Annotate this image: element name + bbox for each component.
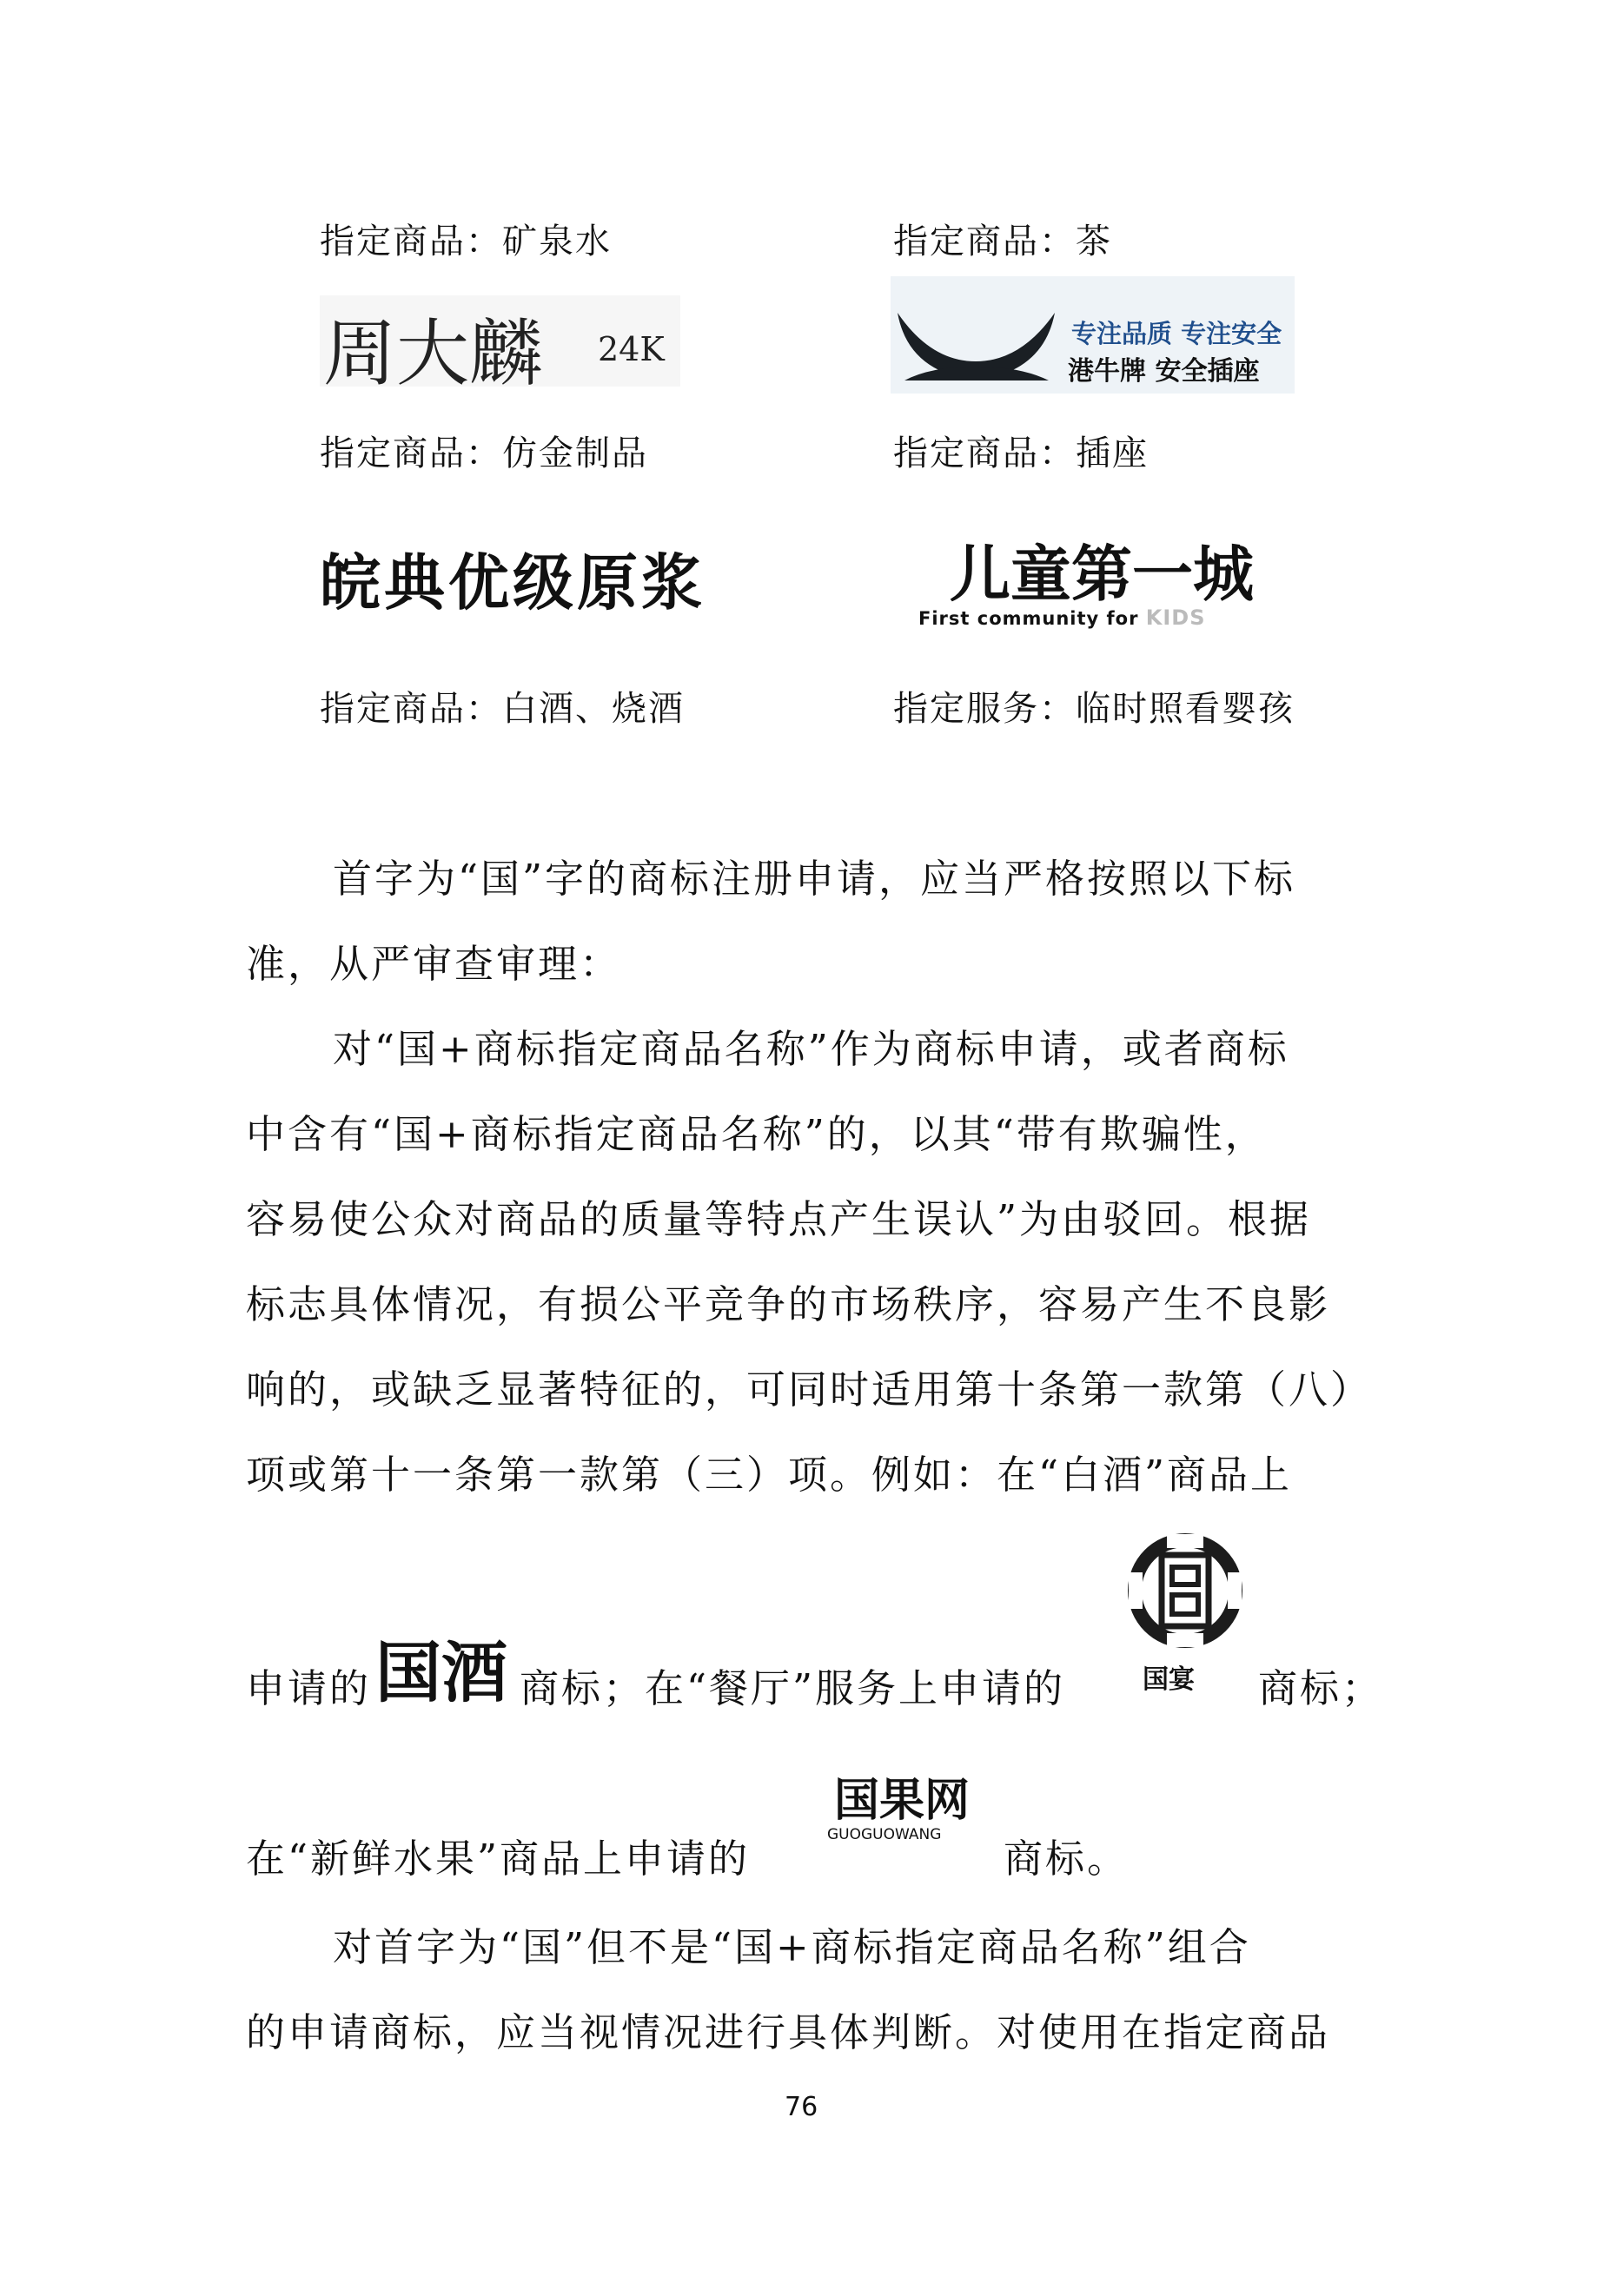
- logo-guoguowang-main: 国果网: [834, 1775, 971, 1827]
- inline1-text-b: 商标；在“餐厅”服务上申请的: [520, 1665, 1066, 1711]
- inline2-text-b: 商标。: [1004, 1836, 1130, 1882]
- para2-line6: 项或第十一条第一款第（三）项。例如：在“白酒”商品上: [246, 1452, 1293, 1498]
- logo-kids-city-kids: KIDS: [1145, 605, 1206, 630]
- caption-babysitting: 指定服务：临时照看婴孩: [893, 689, 1295, 729]
- para1-line1: 首字为“国”字的商标注册申请，应当严格按照以下标: [333, 856, 1296, 902]
- para2-line5: 响的，或缺乏显著特征的，可同时适用第十条第一款第（八）: [246, 1366, 1373, 1413]
- ox-horn-icon: [896, 311, 1057, 382]
- para3-line2: 的申请商标，应当视情况进行具体判断。对使用在指定商品: [246, 2009, 1331, 2055]
- logo-gangniu-line1: 专注品质 专注安全: [1071, 319, 1282, 348]
- guoyan-emblem-icon: [1123, 1529, 1247, 1652]
- logo-guojiu: 国酒: [375, 1634, 507, 1711]
- para2-line1: 对“国+商标指定商品名称”作为商标申请，或者商标: [333, 1026, 1289, 1072]
- logo-kids-city: [917, 526, 1316, 639]
- logo-kids-city-main: 儿童第一城: [950, 539, 1254, 610]
- logo-kids-city-sub-text: First community for: [918, 608, 1146, 629]
- para3-line1: 对首字为“国”但不是“国+商标指定商品名称”组合: [333, 1924, 1251, 1970]
- logo-zhoudalin: [320, 295, 680, 396]
- para2-line3: 容易使公众对商品的质量等特点产生误认”为由驳回。根据: [246, 1196, 1312, 1242]
- inline1-text-a: 申请的: [246, 1665, 372, 1711]
- logo-guoguowang-sub: GUOGUOWANG: [827, 1826, 942, 1843]
- para1-line2: 准，从严审查审理：: [246, 941, 622, 987]
- para2-line2: 中含有“国+商标指定商品名称”的，以其“带有欺骗性，: [246, 1111, 1267, 1157]
- logo-guoyan: [1116, 1529, 1256, 1694]
- inline1-text-c: 商标；: [1258, 1665, 1384, 1711]
- caption-socket: 指定商品：插座: [893, 433, 1149, 473]
- caption-liquor: 指定商品：白酒、烧酒: [320, 689, 685, 729]
- caption-tea: 指定商品：茶: [893, 222, 1112, 261]
- logo-guoguowang: [825, 1763, 991, 1850]
- logo-zhoudalin-main: 周大麟: [323, 311, 543, 396]
- page-number: 76: [785, 2092, 818, 2122]
- logo-gangniu-line2: 港牛牌 安全插座: [1068, 356, 1260, 387]
- logo-gangniu: [891, 276, 1295, 394]
- logo-guoyan-caption: 国宴: [1143, 1664, 1195, 1695]
- caption-imitation-gold: 指定商品：仿金制品: [320, 433, 648, 473]
- logo-wandian: 皖典优级原浆: [320, 547, 706, 619]
- logo-kids-city-sub: [918, 605, 1206, 630]
- inline2-text-a: 在“新鲜水果”商品上申请的: [246, 1836, 751, 1882]
- para2-line4: 标志具体情况，有损公平竞争的市场秩序，容易产生不良影: [246, 1281, 1331, 1327]
- logo-zhoudalin-sub: 24K: [598, 330, 665, 368]
- caption-mineral-water: 指定商品：矿泉水: [320, 222, 612, 261]
